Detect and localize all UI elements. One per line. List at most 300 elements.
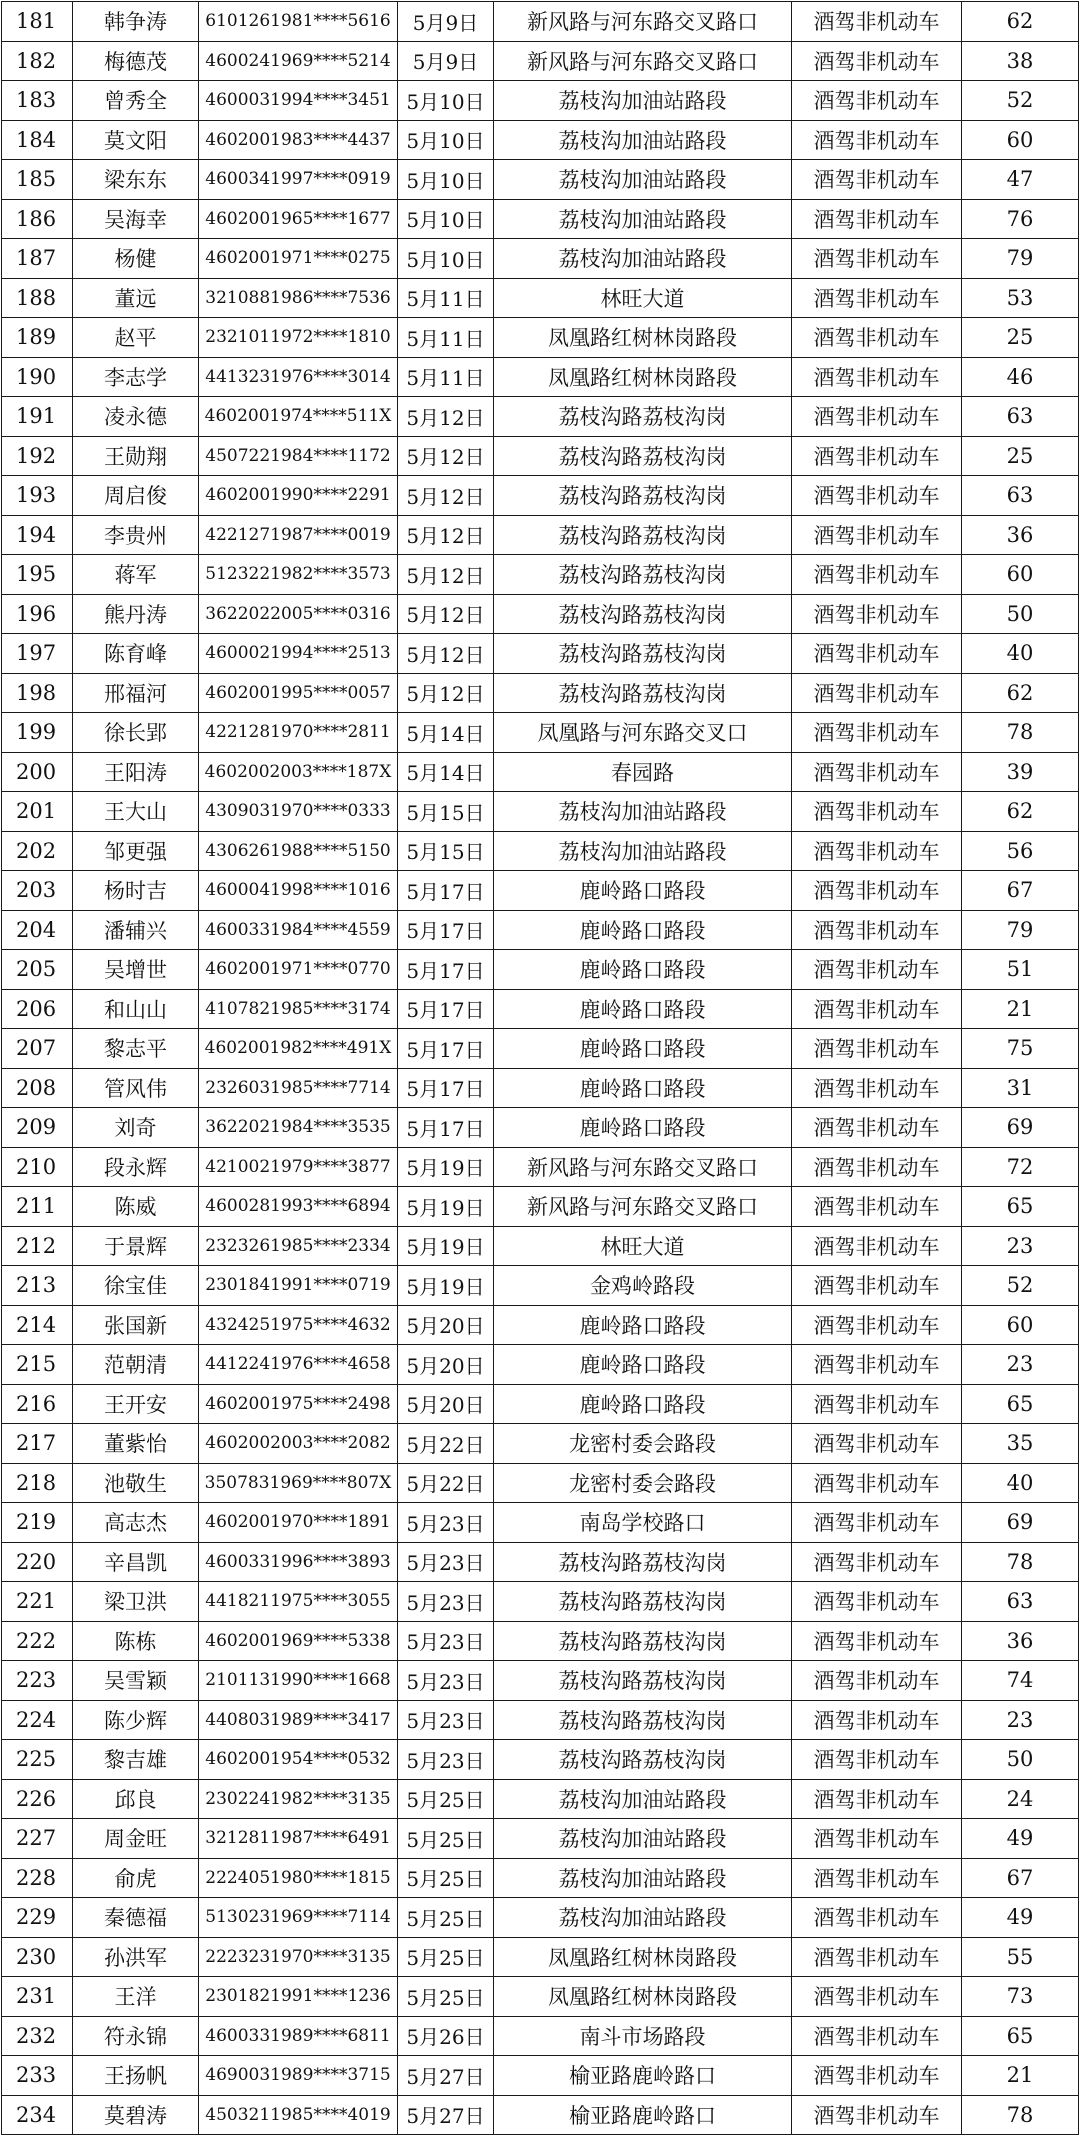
row-number: 182: [2, 41, 73, 81]
violation-date: 5月11日: [398, 278, 494, 318]
violation-type: 酒驾非机动车: [792, 2095, 962, 2135]
person-name: 陈栋: [73, 1621, 199, 1661]
id-number: 6101261981****5616: [199, 2, 398, 42]
violation-date: 5月17日: [398, 1029, 494, 1069]
violation-location: 新风路与河东路交叉路口: [494, 2, 792, 42]
person-name: 徐长郢: [73, 713, 199, 753]
row-number: 223: [2, 1661, 73, 1701]
violation-date: 5月23日: [398, 1621, 494, 1661]
table-row: [2, 515, 1079, 555]
id-number: 4306261988****5150: [199, 831, 398, 871]
violation-location: 荔枝沟路荔枝沟岗: [494, 1740, 792, 1780]
person-name: 邱良: [73, 1779, 199, 1819]
row-number: 192: [2, 436, 73, 476]
violation-type: 酒驾非机动车: [792, 1187, 962, 1227]
person-name: 池敬生: [73, 1463, 199, 1503]
violation-type: 酒驾非机动车: [792, 634, 962, 674]
violation-location: 荔枝沟路荔枝沟岗: [494, 594, 792, 634]
violation-type: 酒驾非机动车: [792, 673, 962, 713]
table-row: [2, 436, 1079, 476]
row-number: 194: [2, 515, 73, 555]
alcohol-value: 62: [962, 673, 1079, 713]
table-row: [2, 1108, 1079, 1148]
id-number: 4602001995****0057: [199, 673, 398, 713]
alcohol-value: 60: [962, 555, 1079, 595]
id-number: 4418211975****3055: [199, 1582, 398, 1622]
table-row: [2, 555, 1079, 595]
violation-location: 荔枝沟加油站路段: [494, 239, 792, 279]
row-number: 216: [2, 1384, 73, 1424]
table-row: [2, 2, 1079, 42]
table-row: [2, 1542, 1079, 1582]
person-name: 潘辅兴: [73, 910, 199, 950]
person-name: 莫文阳: [73, 120, 199, 160]
id-number: 3212811987****6491: [199, 1819, 398, 1859]
violation-type: 酒驾非机动车: [792, 1819, 962, 1859]
alcohol-value: 38: [962, 41, 1079, 81]
table-row: [2, 2056, 1079, 2096]
id-number: 2301821991****1236: [199, 1977, 398, 2017]
row-number: 193: [2, 476, 73, 516]
id-number: 4690031989****3715: [199, 2056, 398, 2096]
id-number: 4600031994****3451: [199, 81, 398, 121]
person-name: 孙洪军: [73, 1937, 199, 1977]
id-number: 2301841991****0719: [199, 1266, 398, 1306]
person-name: 段永辉: [73, 1147, 199, 1187]
violation-type: 酒驾非机动车: [792, 1424, 962, 1464]
id-number: 5130231969****7114: [199, 1898, 398, 1938]
person-name: 陈威: [73, 1187, 199, 1227]
violation-date: 5月23日: [398, 1700, 494, 1740]
id-number: 4600241969****5214: [199, 41, 398, 81]
table-row: [2, 752, 1079, 792]
violation-location: 荔枝沟加油站路段: [494, 1779, 792, 1819]
violation-location: 荔枝沟路荔枝沟岗: [494, 1582, 792, 1622]
violation-location: 鹿岭路口路段: [494, 1068, 792, 1108]
alcohol-value: 39: [962, 752, 1079, 792]
alcohol-value: 72: [962, 1147, 1079, 1187]
id-number: 4602002003****187X: [199, 752, 398, 792]
table-row: [2, 1424, 1079, 1464]
person-name: 王洋: [73, 1977, 199, 2017]
violation-location: 榆亚路鹿岭路口: [494, 2095, 792, 2135]
violation-type: 酒驾非机动车: [792, 1503, 962, 1543]
alcohol-value: 78: [962, 1542, 1079, 1582]
table-row: [2, 239, 1079, 279]
row-number: 186: [2, 199, 73, 239]
violation-date: 5月19日: [398, 1266, 494, 1306]
violation-location: 荔枝沟路荔枝沟岗: [494, 397, 792, 437]
alcohol-value: 36: [962, 1621, 1079, 1661]
table-row: [2, 120, 1079, 160]
table-row: [2, 41, 1079, 81]
person-name: 陈少辉: [73, 1700, 199, 1740]
violation-type: 酒驾非机动车: [792, 594, 962, 634]
violation-type: 酒驾非机动车: [792, 1108, 962, 1148]
alcohol-value: 25: [962, 318, 1079, 358]
table-row: [2, 1898, 1079, 1938]
id-number: 2101131990****1668: [199, 1661, 398, 1701]
row-number: 209: [2, 1108, 73, 1148]
violation-location: 荔枝沟路荔枝沟岗: [494, 1542, 792, 1582]
violation-date: 5月22日: [398, 1463, 494, 1503]
violation-date: 5月26日: [398, 2016, 494, 2056]
person-name: 凌永德: [73, 397, 199, 437]
violation-date: 5月12日: [398, 476, 494, 516]
violation-date: 5月10日: [398, 81, 494, 121]
id-number: 4600331984****4559: [199, 910, 398, 950]
violation-date: 5月12日: [398, 515, 494, 555]
person-name: 周金旺: [73, 1819, 199, 1859]
violation-type: 酒驾非机动车: [792, 318, 962, 358]
violation-date: 5月20日: [398, 1305, 494, 1345]
violation-date: 5月10日: [398, 199, 494, 239]
table-row: [2, 199, 1079, 239]
violation-location: 荔枝沟路荔枝沟岗: [494, 673, 792, 713]
row-number: 214: [2, 1305, 73, 1345]
violation-location: 鹿岭路口路段: [494, 950, 792, 990]
alcohol-value: 24: [962, 1779, 1079, 1819]
row-number: 208: [2, 1068, 73, 1108]
alcohol-value: 60: [962, 1305, 1079, 1345]
violation-type: 酒驾非机动车: [792, 1345, 962, 1385]
table-row: [2, 318, 1079, 358]
violation-location: 荔枝沟加油站路段: [494, 1858, 792, 1898]
violation-type: 酒驾非机动车: [792, 357, 962, 397]
violation-date: 5月23日: [398, 1503, 494, 1543]
alcohol-value: 31: [962, 1068, 1079, 1108]
table-row: [2, 1187, 1079, 1227]
table-row: [2, 2016, 1079, 2056]
violation-date: 5月11日: [398, 318, 494, 358]
table-row: [2, 634, 1079, 674]
table-row: [2, 1266, 1079, 1306]
violation-type: 酒驾非机动车: [792, 910, 962, 950]
table-row: [2, 1147, 1079, 1187]
person-name: 黎吉雄: [73, 1740, 199, 1780]
person-name: 秦德福: [73, 1898, 199, 1938]
id-number: 4602001974****511X: [199, 397, 398, 437]
row-number: 222: [2, 1621, 73, 1661]
table-row: [2, 81, 1079, 121]
violation-type: 酒驾非机动车: [792, 1700, 962, 1740]
violation-location: 荔枝沟加油站路段: [494, 160, 792, 200]
violation-date: 5月11日: [398, 357, 494, 397]
violation-date: 5月15日: [398, 831, 494, 871]
alcohol-value: 52: [962, 1266, 1079, 1306]
violation-date: 5月25日: [398, 1819, 494, 1859]
violation-location: 荔枝沟路荔枝沟岗: [494, 476, 792, 516]
alcohol-value: 60: [962, 120, 1079, 160]
violation-location: 林旺大道: [494, 1226, 792, 1266]
alcohol-value: 65: [962, 2016, 1079, 2056]
id-number: 4507221984****1172: [199, 436, 398, 476]
person-name: 杨健: [73, 239, 199, 279]
person-name: 熊丹涛: [73, 594, 199, 634]
person-name: 王大山: [73, 792, 199, 832]
id-number: 4602001969****5338: [199, 1621, 398, 1661]
violation-date: 5月10日: [398, 120, 494, 160]
alcohol-value: 73: [962, 1977, 1079, 2017]
person-name: 王阳涛: [73, 752, 199, 792]
violation-date: 5月25日: [398, 1779, 494, 1819]
alcohol-value: 63: [962, 1582, 1079, 1622]
table-row: [2, 871, 1079, 911]
row-number: 197: [2, 634, 73, 674]
person-name: 范朝清: [73, 1345, 199, 1385]
alcohol-value: 49: [962, 1819, 1079, 1859]
table-row: [2, 1226, 1079, 1266]
row-number: 229: [2, 1898, 73, 1938]
row-number: 203: [2, 871, 73, 911]
violation-date: 5月19日: [398, 1147, 494, 1187]
id-number: 4210021979****3877: [199, 1147, 398, 1187]
id-number: 4602001954****0532: [199, 1740, 398, 1780]
id-number: 4602001983****4437: [199, 120, 398, 160]
violation-type: 酒驾非机动车: [792, 792, 962, 832]
table-row: [2, 397, 1079, 437]
violation-location: 荔枝沟加油站路段: [494, 120, 792, 160]
table-row: [2, 476, 1079, 516]
table-row: [2, 357, 1079, 397]
violation-date: 5月9日: [398, 41, 494, 81]
violation-date: 5月17日: [398, 1108, 494, 1148]
alcohol-value: 25: [962, 436, 1079, 476]
row-number: 213: [2, 1266, 73, 1306]
violation-location: 荔枝沟路荔枝沟岗: [494, 1661, 792, 1701]
violation-date: 5月20日: [398, 1384, 494, 1424]
violation-location: 新风路与河东路交叉路口: [494, 1147, 792, 1187]
alcohol-value: 78: [962, 2095, 1079, 2135]
alcohol-value: 40: [962, 634, 1079, 674]
alcohol-value: 76: [962, 199, 1079, 239]
id-number: 4503211985****4019: [199, 2095, 398, 2135]
table-row: [2, 1740, 1079, 1780]
person-name: 董紫怡: [73, 1424, 199, 1464]
violation-location: 凤凰路红树林岗路段: [494, 1977, 792, 2017]
violation-date: 5月9日: [398, 2, 494, 42]
id-number: 2323261985****2334: [199, 1226, 398, 1266]
violation-type: 酒驾非机动车: [792, 397, 962, 437]
violation-date: 5月22日: [398, 1424, 494, 1464]
violation-type: 酒驾非机动车: [792, 278, 962, 318]
alcohol-value: 75: [962, 1029, 1079, 1069]
violation-location: 荔枝沟路荔枝沟岗: [494, 634, 792, 674]
id-number: 4602001990****2291: [199, 476, 398, 516]
id-number: 4602001971****0770: [199, 950, 398, 990]
person-name: 辛昌凯: [73, 1542, 199, 1582]
violation-type: 酒驾非机动车: [792, 1029, 962, 1069]
alcohol-value: 47: [962, 160, 1079, 200]
violation-location: 荔枝沟路荔枝沟岗: [494, 555, 792, 595]
violation-type: 酒驾非机动车: [792, 2016, 962, 2056]
violation-type: 酒驾非机动车: [792, 555, 962, 595]
person-name: 王勋翔: [73, 436, 199, 476]
row-number: 217: [2, 1424, 73, 1464]
violation-date: 5月14日: [398, 713, 494, 753]
id-number: 4602002003****2082: [199, 1424, 398, 1464]
row-number: 204: [2, 910, 73, 950]
table-row: [2, 1977, 1079, 2017]
violation-date: 5月17日: [398, 989, 494, 1029]
violation-location: 新风路与河东路交叉路口: [494, 41, 792, 81]
violation-date: 5月10日: [398, 239, 494, 279]
row-number: 184: [2, 120, 73, 160]
person-name: 和山山: [73, 989, 199, 1029]
alcohol-value: 21: [962, 2056, 1079, 2096]
table-row: [2, 1621, 1079, 1661]
violation-type: 酒驾非机动车: [792, 1621, 962, 1661]
violation-type: 酒驾非机动车: [792, 989, 962, 1029]
table-row: [2, 1858, 1079, 1898]
alcohol-value: 46: [962, 357, 1079, 397]
row-number: 206: [2, 989, 73, 1029]
violation-type: 酒驾非机动车: [792, 871, 962, 911]
violation-location: 荔枝沟路荔枝沟岗: [494, 515, 792, 555]
person-name: 梅德茂: [73, 41, 199, 81]
violation-date: 5月19日: [398, 1187, 494, 1227]
violation-location: 鹿岭路口路段: [494, 1108, 792, 1148]
alcohol-value: 67: [962, 1858, 1079, 1898]
violation-location: 南斗市场路段: [494, 2016, 792, 2056]
alcohol-value: 51: [962, 950, 1079, 990]
person-name: 王扬帆: [73, 2056, 199, 2096]
violation-type: 酒驾非机动车: [792, 81, 962, 121]
table-row: [2, 713, 1079, 753]
violation-type: 酒驾非机动车: [792, 1582, 962, 1622]
alcohol-value: 40: [962, 1463, 1079, 1503]
violation-type: 酒驾非机动车: [792, 436, 962, 476]
violation-date: 5月23日: [398, 1582, 494, 1622]
id-number: 2321011972****1810: [199, 318, 398, 358]
violation-type: 酒驾非机动车: [792, 1740, 962, 1780]
id-number: 2223231970****3135: [199, 1937, 398, 1977]
violation-date: 5月12日: [398, 594, 494, 634]
table-row: [2, 1068, 1079, 1108]
alcohol-value: 65: [962, 1384, 1079, 1424]
violation-type: 酒驾非机动车: [792, 1937, 962, 1977]
row-number: 228: [2, 1858, 73, 1898]
id-number: 4600331996****3893: [199, 1542, 398, 1582]
violation-date: 5月17日: [398, 871, 494, 911]
id-number: 4412241976****4658: [199, 1345, 398, 1385]
id-number: 2326031985****7714: [199, 1068, 398, 1108]
row-number: 220: [2, 1542, 73, 1582]
violation-type: 酒驾非机动车: [792, 713, 962, 753]
violation-type: 酒驾非机动车: [792, 1898, 962, 1938]
violation-location: 鹿岭路口路段: [494, 1345, 792, 1385]
id-number: 3507831969****807X: [199, 1463, 398, 1503]
id-number: 4600331989****6811: [199, 2016, 398, 2056]
table-row: [2, 160, 1079, 200]
violation-location: 荔枝沟路荔枝沟岗: [494, 1700, 792, 1740]
violation-date: 5月19日: [398, 1226, 494, 1266]
alcohol-value: 52: [962, 81, 1079, 121]
person-name: 高志杰: [73, 1503, 199, 1543]
violation-date: 5月10日: [398, 160, 494, 200]
id-number: 3210881986****7536: [199, 278, 398, 318]
table-row: [2, 910, 1079, 950]
alcohol-value: 53: [962, 278, 1079, 318]
alcohol-value: 21: [962, 989, 1079, 1029]
table-row: [2, 1345, 1079, 1385]
table-row: [2, 989, 1079, 1029]
person-name: 赵平: [73, 318, 199, 358]
person-name: 符永锦: [73, 2016, 199, 2056]
person-name: 周启俊: [73, 476, 199, 516]
violation-type: 酒驾非机动车: [792, 199, 962, 239]
violation-location: 凤凰路红树林岗路段: [494, 357, 792, 397]
id-number: 2302241982****3135: [199, 1779, 398, 1819]
violation-date: 5月17日: [398, 950, 494, 990]
violation-location: 凤凰路红树林岗路段: [494, 318, 792, 358]
table-row: [2, 1384, 1079, 1424]
violation-date: 5月23日: [398, 1542, 494, 1582]
row-number: 205: [2, 950, 73, 990]
id-number: 4309031970****0333: [199, 792, 398, 832]
id-number: 4600341997****0919: [199, 160, 398, 200]
alcohol-value: 23: [962, 1700, 1079, 1740]
id-number: 4602001975****2498: [199, 1384, 398, 1424]
row-number: 232: [2, 2016, 73, 2056]
person-name: 王开安: [73, 1384, 199, 1424]
alcohol-value: 63: [962, 397, 1079, 437]
id-number: 3622022005****0316: [199, 594, 398, 634]
person-name: 吴海幸: [73, 199, 199, 239]
row-number: 227: [2, 1819, 73, 1859]
person-name: 邢福河: [73, 673, 199, 713]
alcohol-value: 69: [962, 1108, 1079, 1148]
person-name: 李贵州: [73, 515, 199, 555]
violation-type: 酒驾非机动车: [792, 1226, 962, 1266]
alcohol-value: 69: [962, 1503, 1079, 1543]
alcohol-value: 50: [962, 1740, 1079, 1780]
row-number: 219: [2, 1503, 73, 1543]
violation-location: 新风路与河东路交叉路口: [494, 1187, 792, 1227]
violation-type: 酒驾非机动车: [792, 752, 962, 792]
violation-type: 酒驾非机动车: [792, 1147, 962, 1187]
alcohol-value: 67: [962, 871, 1079, 911]
violation-date: 5月12日: [398, 673, 494, 713]
row-number: 230: [2, 1937, 73, 1977]
person-name: 李志学: [73, 357, 199, 397]
table-row: [2, 278, 1079, 318]
violation-location: 鹿岭路口路段: [494, 871, 792, 911]
violation-location: 荔枝沟加油站路段: [494, 831, 792, 871]
violation-date: 5月12日: [398, 634, 494, 674]
row-number: 200: [2, 752, 73, 792]
row-number: 231: [2, 1977, 73, 2017]
alcohol-value: 35: [962, 1424, 1079, 1464]
violation-location: 荔枝沟加油站路段: [494, 1819, 792, 1859]
person-name: 于景辉: [73, 1226, 199, 1266]
table-row: [2, 1819, 1079, 1859]
alcohol-value: 56: [962, 831, 1079, 871]
violation-date: 5月25日: [398, 1977, 494, 2017]
violation-location: 金鸡岭路段: [494, 1266, 792, 1306]
id-number: 4107821985****3174: [199, 989, 398, 1029]
violation-type: 酒驾非机动车: [792, 2056, 962, 2096]
violation-location: 荔枝沟加油站路段: [494, 81, 792, 121]
violation-type: 酒驾非机动车: [792, 1858, 962, 1898]
row-number: 188: [2, 278, 73, 318]
violation-date: 5月25日: [398, 1858, 494, 1898]
violation-type: 酒驾非机动车: [792, 160, 962, 200]
person-name: 吴雪颖: [73, 1661, 199, 1701]
alcohol-value: 55: [962, 1937, 1079, 1977]
violation-date: 5月12日: [398, 555, 494, 595]
row-number: 234: [2, 2095, 73, 2135]
